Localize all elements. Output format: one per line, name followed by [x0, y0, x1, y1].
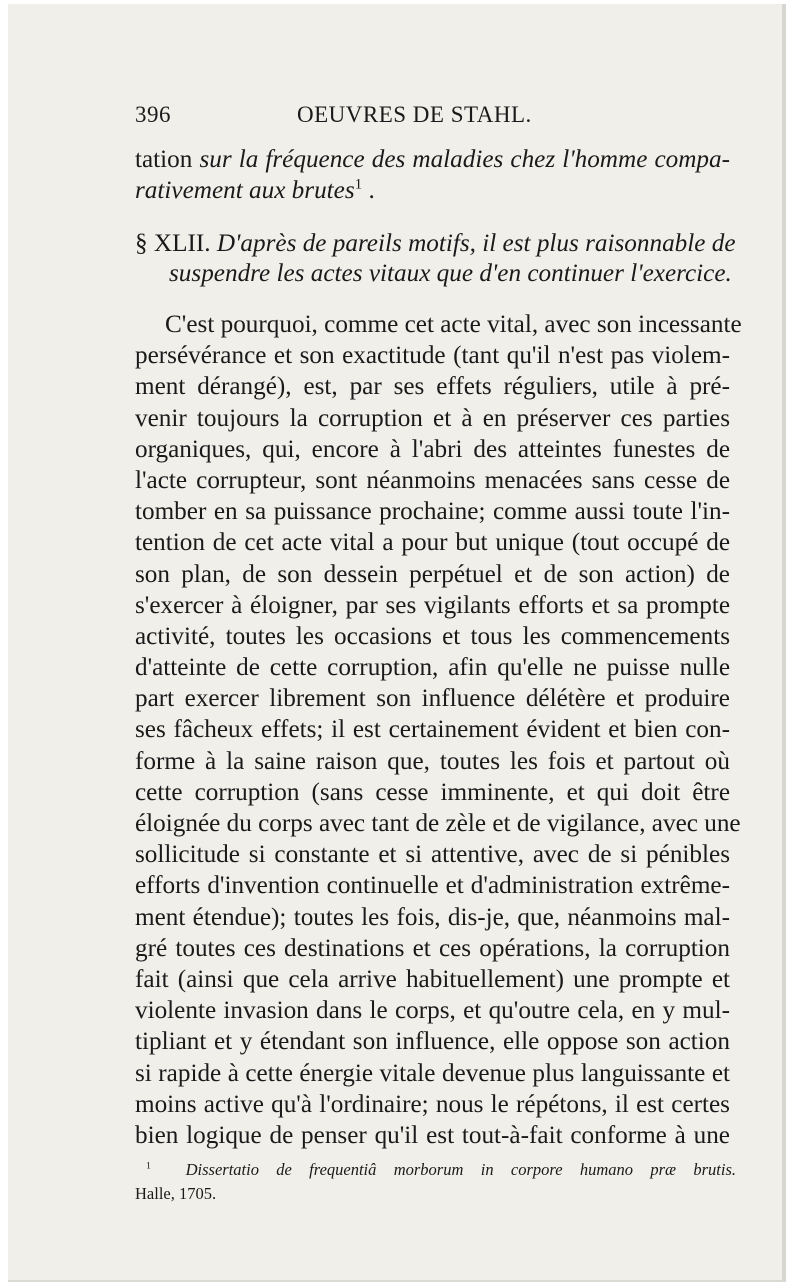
- intro-line-2: rativement aux brutes$^1$ .: [135, 176, 375, 205]
- intro-paragraph: [135, 144, 730, 206]
- intro-line-1: tation sur la fréquence des maladies chez l'homme compa-: [135, 146, 730, 173]
- body-line: bien logique de penser qu'il est tout-à-fait conforme à une: [135, 1121, 730, 1149]
- page-number: 396: [135, 102, 171, 127]
- body-line: cette corruption (sans cesse imminente, et qui doit être: [135, 778, 730, 806]
- body-line: gré toutes ces destinations et ces opérations, la corruption: [135, 934, 730, 962]
- body-line: sollicitude si constante et si attentive, avec de si pénibles: [135, 841, 730, 869]
- body-paragraph: [135, 309, 742, 1151]
- body-line: part exercer librement son influence délétère et produire: [135, 685, 730, 713]
- body-line: éloignée du corps avec tant de zèle et de vigilance, avec une: [135, 810, 741, 837]
- body-line: l'acte corrupteur, sont néanmoins menacées sans cesse de: [135, 466, 730, 494]
- section-heading-line-1: § XLII. D'après de pareils motifs, il est plus raisonnable de: [135, 230, 736, 257]
- section-heading-line-2: suspendre les actes vitaux que d'en continuer l'exercice.: [169, 260, 732, 287]
- footnote-citation: Dissertatio de frequentiâ morborum in corpore humano præ brutis.: [185, 1160, 736, 1179]
- body-line: son plan, de son dessein perpétuel et de son action) de: [135, 560, 730, 588]
- body-line: efforts d'invention continuelle et d'administration extrême-: [135, 872, 730, 900]
- running-title: OEUVRES DE STAHL.: [297, 102, 532, 127]
- body-line: forme à la saine raison que, toutes les fois et partout où: [135, 747, 730, 775]
- body-line: d'atteinte de cette corruption, afin qu'elle ne puisse nulle: [135, 654, 730, 682]
- body-line: activité, toutes les occasions et tous les commencements: [135, 622, 730, 650]
- body-line: ment dérangé), est, par ses effets réguliers, utile à pré-: [135, 373, 730, 401]
- footnote-marker: 1: [146, 1160, 151, 1172]
- body-line: venir toujours la corruption et à en préserver ces parties: [135, 404, 730, 432]
- footnote-line-2: Halle, 1705.: [135, 1184, 217, 1203]
- section-number: § XLII.: [135, 230, 211, 257]
- footnote-reference: 1: [354, 176, 363, 193]
- body-line: persévérance et son exactitude (tant qu'il n'est pas violem-: [135, 342, 730, 370]
- body-line: organiques, qui, encore à l'abri des atteintes funestes de: [135, 435, 730, 463]
- intro-line-1-title: sur la fréquence des maladies chez l'homme compa-: [199, 146, 730, 173]
- body-line: ment étendue); toutes les fois, dis-je, que, néanmoins mal-: [135, 903, 730, 931]
- body-line: ses fâcheux effets; il est certainement évident et bien con-: [135, 716, 730, 744]
- page-header: [135, 102, 725, 132]
- section-heading: [135, 229, 736, 289]
- body-line: tention de cet acte vital a pour but unique (tout occupé de: [135, 529, 730, 557]
- body-line: fait (ainsi que cela arrive habituellement) une prompte et: [135, 965, 730, 993]
- body-line: s'exercer à éloigner, par ses vigilants efforts et sa prompte: [135, 591, 730, 619]
- body-line: violente invasion dans le corps, et qu'outre cela, en y mul-: [135, 997, 730, 1025]
- footnote: [135, 1158, 736, 1206]
- footnote-line-1: [146, 1158, 736, 1182]
- body-line: moins active qu'à l'ordinaire; nous le répétons, il est certes: [135, 1090, 730, 1118]
- body-line: si rapide à cette énergie vitale devenue plus languissante et: [135, 1059, 730, 1087]
- body-line: C'est pourquoi, comme cet acte vital, avec son incessante: [165, 311, 742, 338]
- body-line: tipliant et y étendant son influence, elle oppose son action: [135, 1028, 730, 1056]
- body-line: tomber en sa puissance prochaine; comme aussi toute l'in-: [135, 498, 730, 526]
